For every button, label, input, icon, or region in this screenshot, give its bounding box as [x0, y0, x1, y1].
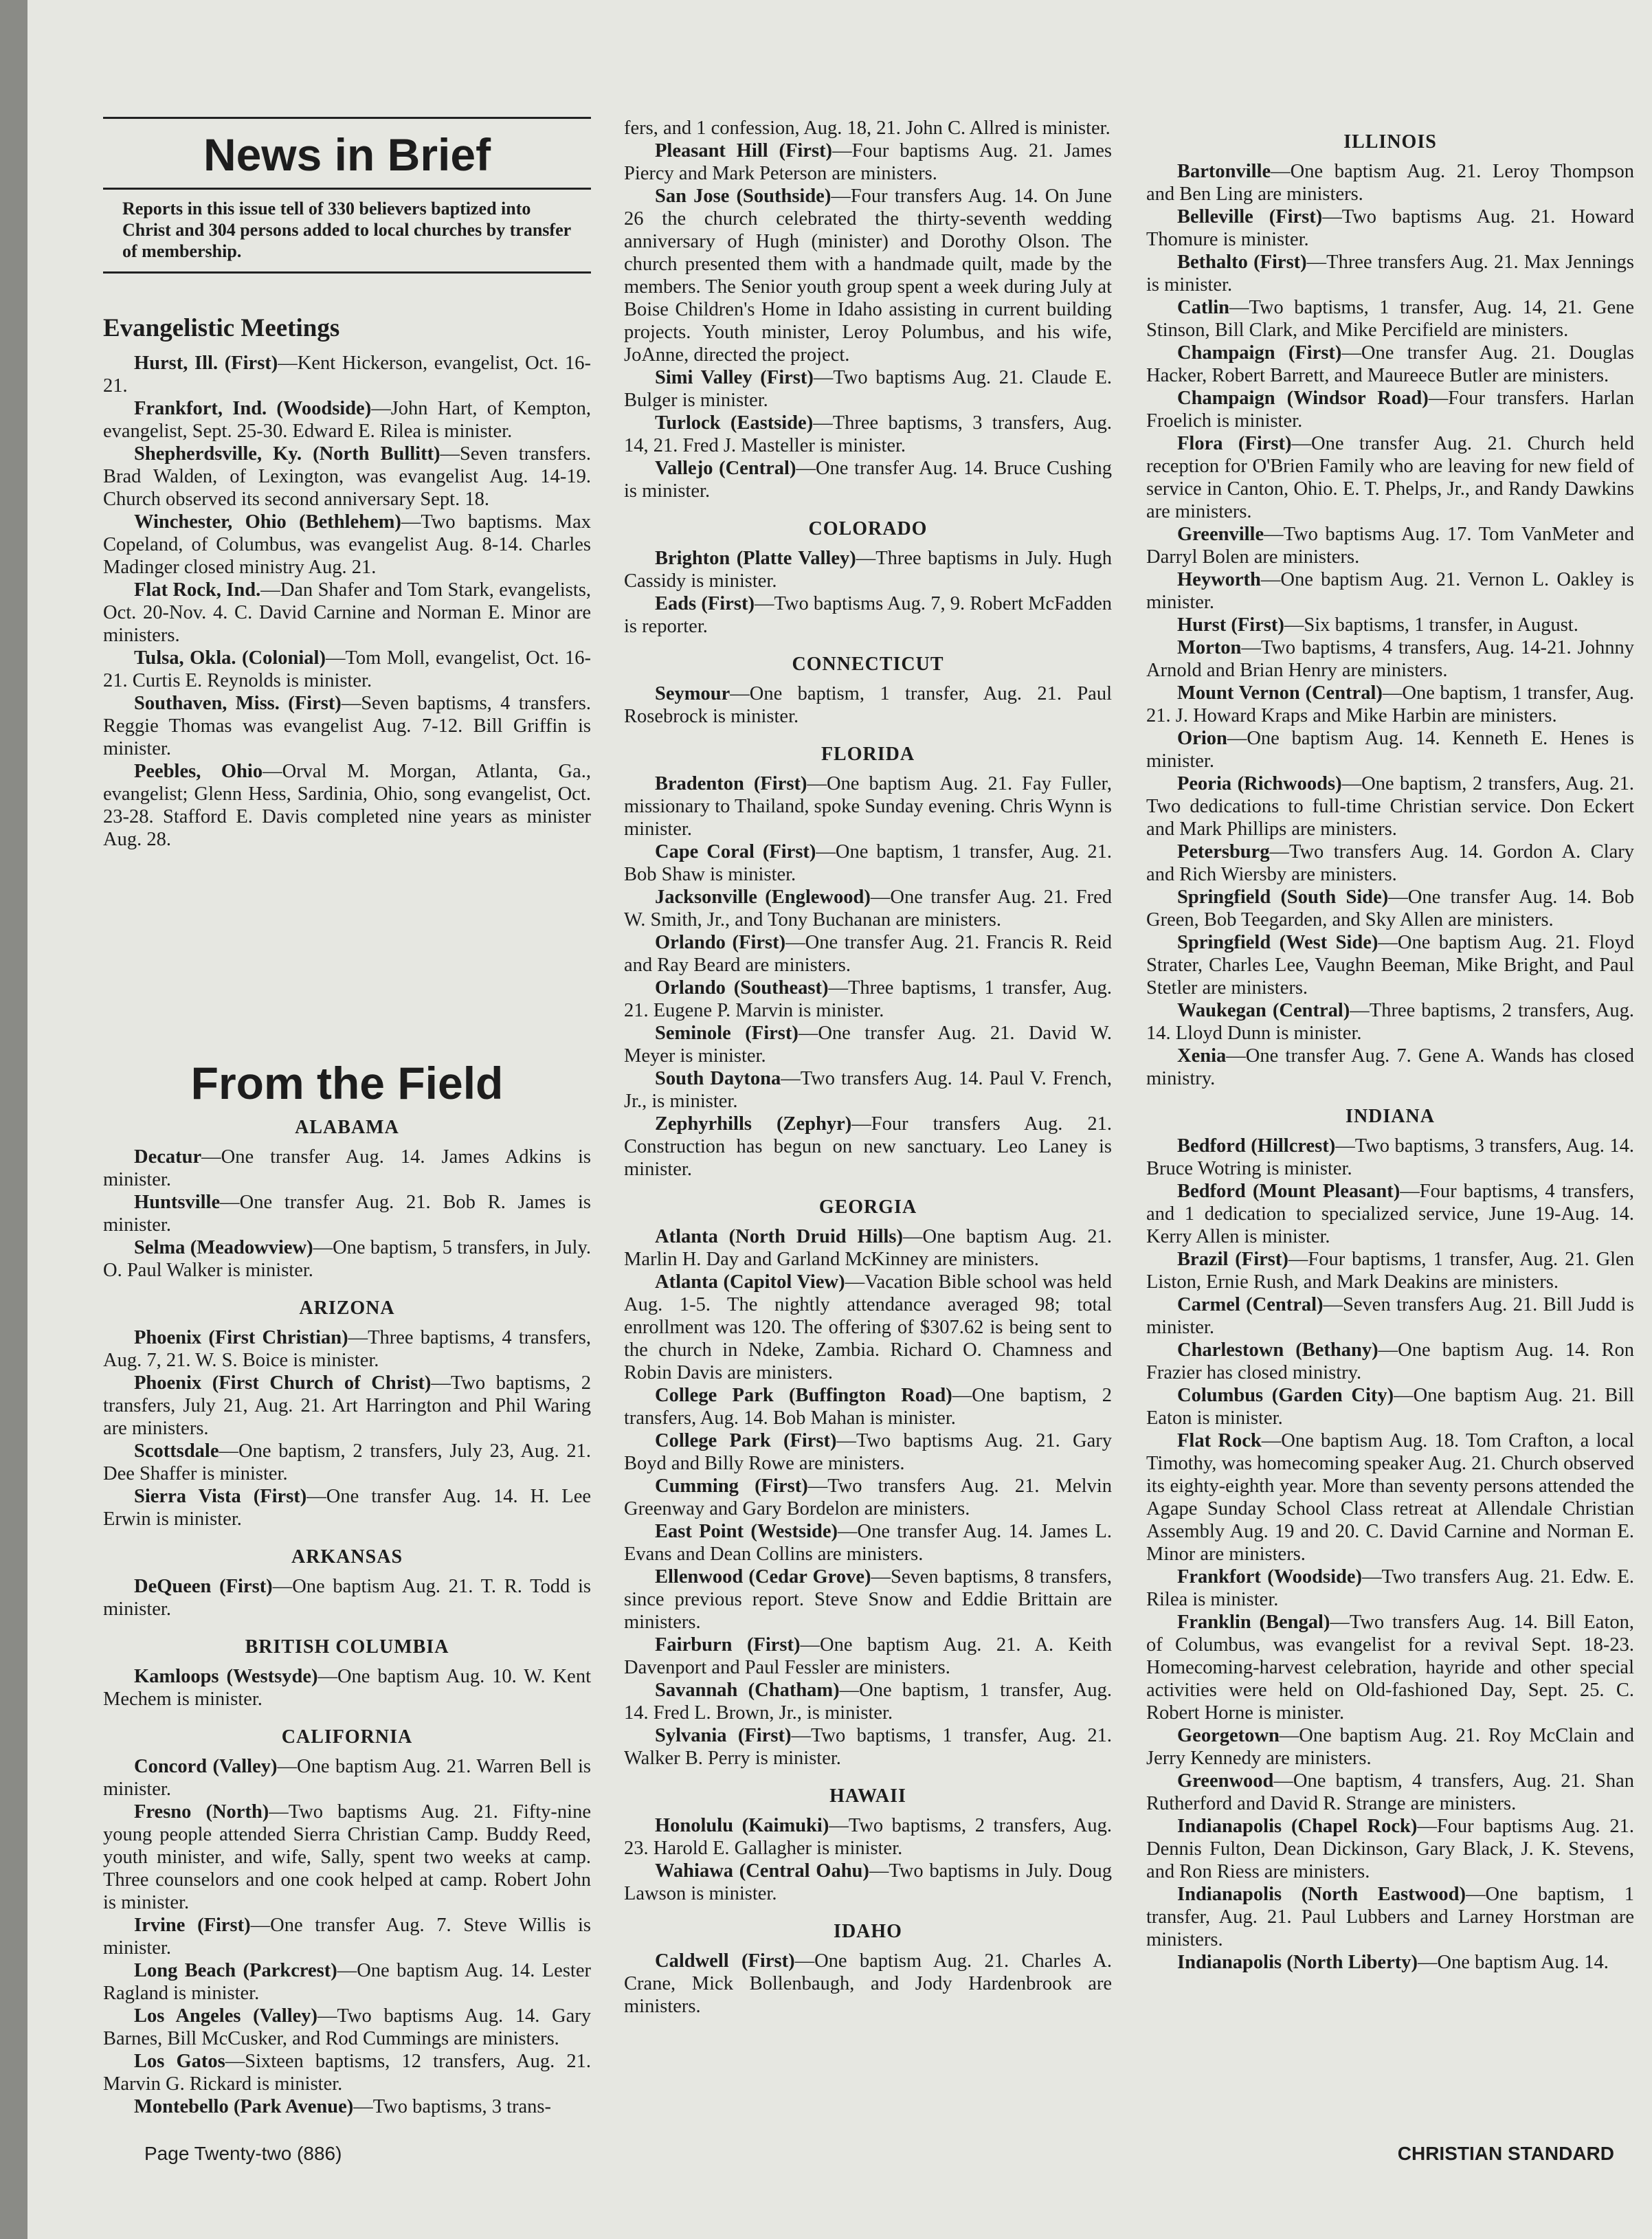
entry — [624, 1271, 1112, 1384]
entry — [624, 412, 1112, 457]
entry — [1146, 886, 1634, 931]
entry-text: —Two transfers Aug. 21. Edw. E. Rilea is minister. — [1146, 1566, 1634, 1610]
state-heading: ILLINOIS — [1343, 131, 1437, 153]
state-heading: ALABAMA — [295, 1117, 399, 1138]
entry-text: —One baptism, 1 transfer, Aug. 21. Paul Rosebrock is minister. — [624, 683, 1112, 727]
entry — [103, 1146, 591, 1191]
entry — [1146, 1339, 1634, 1384]
entry — [1146, 1770, 1634, 1815]
entry-text: —Tom Moll, evangelist, Oct. 16-21. Curtis E. Reynolds is minister. — [103, 647, 592, 691]
entry-text: —One transfer Aug. 21. Douglas Hacker, Robert Barrett, and Maureece Butler are ministers. — [1146, 342, 1634, 386]
entry — [1146, 727, 1634, 772]
entry-text: —One baptism, 2 transfers, July 23, Aug. 21. Dee Shaffer is minister. — [103, 1440, 591, 1484]
state-heading: CALIFORNIA — [281, 1726, 413, 1748]
entry — [1146, 387, 1634, 432]
intro-text: Reports in this issue tell of 330 believers baptized into Christ and 304 persons added to local churches by transfer of membership. — [122, 199, 571, 261]
entry-place: Cumming (First) — [655, 1475, 808, 1497]
entry — [1146, 251, 1634, 296]
entry-text: —One transfer Aug. 14. James Adkins is minister. — [103, 1146, 591, 1190]
entry — [103, 511, 591, 579]
entry — [624, 1384, 1112, 1429]
entry-text: —Four baptisms, 1 transfer, Aug. 21. Glen Liston, Ernie Rush, and Mark Deakins are ministers. — [1146, 1249, 1634, 1293]
entry-place: Simi Valley (First) — [655, 367, 814, 388]
entry — [624, 366, 1112, 412]
entry-place: Fresno (North) — [134, 1801, 269, 1823]
magazine-page — [27, 0, 1652, 2239]
evangelistic-list — [103, 352, 591, 851]
entry-text: —Two baptisms, 2 transfers, Aug. 23. Harold E. Gallagher is minister. — [624, 1815, 1113, 1859]
entry — [624, 1950, 1112, 2018]
entry-text: —One baptism Aug. 14. — [1417, 1952, 1609, 1973]
entry-place: Peebles, Ohio — [134, 761, 263, 782]
state-heading: BRITISH COLUMBIA — [245, 1636, 449, 1658]
entry-place: Los Angeles (Valley) — [134, 2005, 318, 2027]
entry — [103, 1665, 591, 1711]
entry — [103, 579, 591, 647]
entry — [624, 1225, 1112, 1271]
entry — [624, 1724, 1112, 1770]
state-heading: HAWAII — [829, 1785, 906, 1807]
entry-place: Tulsa, Okla. (Colonial) — [134, 647, 326, 669]
entry-place: Honolulu (Kaimuki) — [655, 1815, 829, 1836]
state-heading: INDIANA — [1346, 1106, 1435, 1127]
entry-text: —Two baptisms Aug. 21. Gary Boyd and Billy Rowe are ministers. — [624, 1430, 1112, 1474]
entry-place: Bradenton (First) — [655, 773, 807, 794]
entry-text: —One baptism Aug. 21. Fay Fuller, missionary to Thailand, spoke Sunday evening. Chris Wynn is minister. — [624, 773, 1112, 840]
entry — [1146, 1429, 1634, 1566]
entry — [1146, 1180, 1634, 1248]
entry — [624, 1679, 1112, 1724]
state-heading: IDAHO — [834, 1921, 902, 1942]
entry-place: Winchester, Ohio (Bethlehem) — [134, 511, 401, 533]
entry-text: —One baptism Aug. 21. A. Keith Davenport and Paul Fessler are ministers. — [624, 1634, 1112, 1678]
entry-place: Pleasant Hill (First) — [655, 140, 833, 161]
entry — [103, 1236, 591, 1282]
entry — [103, 2095, 591, 2118]
entry-text: —Four transfers Aug. 21. Construction has begun on new sanctuary. Leo Laney is minister. — [624, 1113, 1112, 1180]
entry-text: —One transfer Aug. 7. Steve Willis is minister. — [103, 1915, 591, 1959]
entry — [624, 1860, 1112, 1905]
entry-place: Flora (First) — [1177, 433, 1292, 454]
entry — [1146, 999, 1634, 1045]
entry — [1146, 432, 1634, 523]
entry — [103, 2005, 591, 2050]
entry-text: —One transfer Aug. 21. David W. Meyer is minister. — [624, 1023, 1112, 1067]
entry-text: —One transfer Aug. 21. Francis R. Reid and Ray Beard are ministers. — [624, 932, 1112, 976]
entry-text: —One baptism, 1 transfer, Aug. 21. J. Howard Kraps and Mike Harbin are ministers. — [1146, 682, 1634, 726]
entry-text: —Two baptisms, 1 transfer, Aug. 14, 21. Gene Stinson, Bill Clark, and Mike Percifield are ministers. — [1146, 297, 1634, 341]
entry-text: —One baptism Aug. 14. Ron Frazier has closed ministry. — [1146, 1339, 1635, 1383]
entry-text: —One baptism Aug. 21. Bill Eaton is minister. — [1146, 1385, 1635, 1429]
entry-text: —One transfer Aug. 14. James L. Evans and Dean Collins are ministers. — [624, 1521, 1112, 1565]
entry-text: —One baptism Aug. 14. Kenneth E. Henes is minister. — [1146, 728, 1634, 772]
entry — [103, 1755, 591, 1801]
entry — [103, 397, 591, 443]
entry-text: —One transfer Aug. 14. H. Lee Erwin is minister. — [103, 1486, 591, 1530]
entry-text: —Vacation Bible school was held Aug. 1-5. The nightly attendance averaged 98; total enrollment was 120. The offering of $307.62 is being sent to the church in Ndeke, Zambia. Richard O. Chamness and Robin Davis are ministers. — [624, 1271, 1112, 1383]
entry — [103, 352, 591, 397]
entry-text: —One baptism, 2 transfers, Aug. 21. Two dedications to full-time Christian service. Don Eckert and Mark Phillips are ministers. — [1146, 773, 1634, 840]
entry — [1146, 840, 1634, 886]
entry — [624, 840, 1112, 886]
entry-place: Los Gatos — [134, 2051, 225, 2072]
entry — [624, 547, 1112, 592]
entry-text: —Two baptisms in July. Doug Lawson is minister. — [624, 1860, 1112, 1904]
entry-text: —One baptism Aug. 21. Roy McClain and Jerry Kennedy are ministers. — [1146, 1725, 1634, 1769]
entry — [1146, 1384, 1634, 1429]
entry — [1146, 1951, 1634, 1974]
entry — [1146, 682, 1634, 727]
entry-place: Long Beach (Parkcrest) — [134, 1960, 337, 1981]
entry — [624, 1520, 1112, 1566]
entry — [1146, 296, 1634, 342]
entry — [1146, 636, 1634, 682]
entry-place: Belleville (First) — [1177, 206, 1323, 227]
entry-place: Frankfort, Ind. (Woodside) — [134, 398, 372, 419]
entry-place: Orion — [1177, 728, 1227, 749]
entry — [624, 931, 1112, 977]
entry-text: —Two baptisms, 1 transfer, Aug. 21. Walker B. Perry is minister. — [624, 1725, 1112, 1769]
entry-place: Huntsville — [134, 1192, 221, 1213]
entry-text: —Seven transfers. Brad Walden, of Lexington, was evangelist Aug. 14-19. Church observed its second anniversary Sept. 18. — [103, 443, 591, 510]
entry-text: —One transfer Aug. 21. Fred W. Smith, Jr., and Tony Buchanan are ministers. — [624, 887, 1113, 931]
entry-text: —Two baptisms, 2 transfers, July 21, Aug. 21. Art Harrington and Phil Waring are ministers. — [103, 1372, 591, 1439]
entry-text: —Two baptisms, 4 transfers, Aug. 14-21. Johnny Arnold and Brian Henry are ministers. — [1146, 637, 1634, 681]
entry-place: Decatur — [134, 1146, 202, 1168]
entry — [624, 185, 1112, 366]
entry-place: Charlestown (Bethany) — [1177, 1339, 1378, 1361]
entry-text: —One baptism Aug. 14. Lester Ragland is minister. — [103, 1960, 591, 2004]
entry — [624, 1429, 1112, 1475]
entry-text: —Two baptisms Aug. 21. Claude E. Bulger is minister. — [624, 367, 1113, 411]
entry — [1146, 1566, 1634, 1611]
entry — [624, 457, 1112, 502]
entry-place: Irvine (First) — [134, 1915, 251, 1936]
entry — [1146, 1815, 1634, 1883]
entry-place: Georgetown — [1177, 1725, 1280, 1746]
entry-text: —Seven baptisms, 8 transfers, since previous report. Steve Snow and Eddie Brittain are ministers. — [624, 1566, 1112, 1633]
entry-place: Petersburg — [1177, 841, 1270, 862]
entry-text: —One transfer Aug. 21. Bob R. James is minister. — [103, 1192, 591, 1236]
entry-place: Heyworth — [1177, 569, 1261, 590]
entry-text: —One baptism Aug. 21. T. R. Todd is minister. — [103, 1576, 592, 1620]
entry-place: Carmel (Central) — [1177, 1294, 1324, 1315]
entry-text: —Two baptisms Aug. 14. Gary Barnes, Bill McCusker, and Rod Cummings are ministers. — [103, 2005, 591, 2049]
entry-place: Turlock (Eastside) — [655, 412, 814, 434]
evangelistic-heading: Evangelistic Meetings — [103, 314, 340, 342]
entry-text: —One baptism Aug. 21. Charles A. Crane, Mick Bollenbaugh, and Jody Hardenbrook are ministers. — [624, 1950, 1112, 2017]
entry — [624, 1814, 1112, 1860]
top-rule — [103, 117, 591, 119]
entry-text: —One baptism Aug. 21. Marlin H. Day and Garland McKinney are ministers. — [624, 1226, 1112, 1270]
entry-text: —Four baptisms Aug. 21. James Piercy and Mark Peterson are ministers. — [624, 140, 1113, 184]
entry-place: Hurst (First) — [1177, 614, 1284, 636]
entry-place: Catlin — [1177, 297, 1230, 318]
entry-place: Waukegan (Central) — [1177, 1000, 1350, 1021]
entry-place: Indianapolis (North Eastwood) — [1177, 1884, 1466, 1905]
publication-name: CHRISTIAN STANDARD — [1397, 2143, 1614, 2164]
entry-text: —One baptism, 1 transfer, Aug. 21. Bob Shaw is minister. — [624, 841, 1112, 885]
state-heading: GEORGIA — [818, 1196, 917, 1218]
entry-text: —Two transfers Aug. 14. Gordon A. Clary and Rich Wiersby are ministers. — [1146, 841, 1634, 885]
entry-place: Phoenix (First Christian) — [134, 1327, 348, 1348]
entry-text: —John Hart, of Kempton, evangelist, Sept. 25-30. Edward E. Rilea is minister. — [103, 398, 591, 442]
entry-text: —Six baptisms, 1 transfer, in August. — [1284, 614, 1578, 636]
entry — [624, 1067, 1112, 1113]
entry-text: —One transfer Aug. 7. Gene A. Wands has closed ministry. — [1146, 1045, 1634, 1089]
entry-place: Flat Rock — [1177, 1430, 1262, 1451]
entry-place: Greenville — [1177, 524, 1264, 545]
entry-text: —One baptism Aug. 21. Warren Bell is minister. — [103, 1756, 592, 1800]
entry — [103, 647, 591, 692]
entry-text: —Four transfers Aug. 14. On June 26 the church celebrated the thirty-seventh wedding anniversary of Hugh (minister) and Dorothy Olson. The church presented them with a handmade quilt, made by the members. The Senior youth group spent a week during July at Boise Children's Home in Idaho assisting in current building projects. Youth minister, Leroy Polumbus, and his wife, JoAnne, directed the project. — [624, 186, 1112, 366]
entry-place: Shepherdsville, Ky. (North Bullitt) — [134, 443, 440, 465]
entry — [103, 760, 591, 851]
entry-text: —Three baptisms, 2 transfers, Aug. 14. Lloyd Dunn is minister. — [1146, 1000, 1635, 1044]
entry — [624, 1634, 1112, 1679]
entry-place: Atlanta (Capitol View) — [655, 1271, 845, 1293]
entry-text: —Three baptisms, 3 transfers, Aug. 14, 21. Fred J. Masteller is minister. — [624, 412, 1112, 456]
entry-place: DeQueen (First) — [134, 1576, 273, 1597]
entry-place: Concord (Valley) — [134, 1756, 278, 1777]
state-heading: COLORADO — [808, 518, 928, 539]
entry-place: East Point (Westside) — [655, 1521, 838, 1542]
entry-place: Scottsdale — [134, 1440, 219, 1462]
entry — [624, 117, 1112, 140]
entry-text: —One transfer Aug. 21. Church held reception for O'Brien Family who are leaving for new field of service in Canton, Ohio. E. T. Phelps, Jr., and Randy Dawkins are ministers. — [1146, 433, 1634, 522]
entry-text: —Dan Shafer and Tom Stark, evangelists, Oct. 20-Nov. 4. C. David Carnine and Norman E. Minor are ministers. — [103, 579, 591, 646]
entry-place: Fairburn (First) — [655, 1634, 801, 1656]
entry-place: Orlando (Southeast) — [655, 977, 829, 999]
entry-text: —Four baptisms Aug. 21. Dennis Fulton, Dean Dickinson, Gary Black, J. K. Stevens, and Ron Riess are ministers. — [1146, 1816, 1634, 1882]
field-column-1 — [103, 1116, 591, 2118]
entry-place: Kamloops (Westsyde) — [134, 1666, 318, 1687]
entry-text: —One baptism, 1 transfer, Aug. 21. Paul Lubbers and Larney Horstman are ministers. — [1146, 1884, 1634, 1950]
entry-text: —One baptism, 5 transfers, in July. O. Paul Walker is minister. — [103, 1237, 591, 1281]
entry-place: Champaign (Windsor Road) — [1177, 388, 1429, 409]
entry-text: —Two transfers Aug. 14. Bill Eaton, of Columbus, was evangelist for a revival Sept. 18-23. Homecoming-harvest celebration, hayride and other special activities were held on Old-fashioned Day, Sept. 25. C. Robert Horne is minister. — [1146, 1612, 1634, 1724]
entry-text: —Two baptisms, 3 transfers, Aug. 14. Bruce Wotring is minister. — [1146, 1135, 1635, 1179]
state-heading: CONNECTICUT — [792, 654, 944, 675]
entry-place: Atlanta (North Druid Hills) — [655, 1226, 903, 1247]
entry-place: Bartonville — [1177, 161, 1271, 182]
entry — [624, 682, 1112, 728]
entry-text: —One baptism Aug. 18. Tom Crafton, a local Timothy, was homecoming speaker Aug. 21. Church observed its eighty-eighth year. More than seventy persons attended the Agape Sunday School Class retreat at Allendale Christian Assembly Aug. 19 and 20. C. David Carnine and Norman E. Minor are ministers. — [1146, 1430, 1635, 1565]
entry-text: —One baptism Aug. 21. Leroy Thompson and Ben Ling are ministers. — [1146, 161, 1634, 205]
entry-place: Zephyrhills (Zephyr) — [655, 1113, 852, 1135]
entry — [624, 1566, 1112, 1634]
entry — [103, 2050, 591, 2095]
entry-place: Mount Vernon (Central) — [1177, 682, 1383, 704]
entry-place: Springfield (South Side) — [1177, 887, 1389, 908]
entry — [1146, 342, 1634, 387]
entry-place: Sierra Vista (First) — [134, 1486, 307, 1507]
entry-place: Orlando (First) — [655, 932, 786, 953]
entry-text: —Seven baptisms, 4 transfers. Reggie Thomas was evangelist Aug. 7-12. Bill Griffin is minister. — [103, 693, 591, 759]
entry-text: —Three baptisms in July. Hugh Cassidy is minister. — [624, 548, 1112, 592]
entry — [624, 140, 1112, 185]
entry — [1146, 523, 1634, 568]
entry-place: South Daytona — [655, 1068, 781, 1089]
entry-place: Sylvania (First) — [655, 1725, 792, 1746]
entry — [103, 1372, 591, 1440]
entry-text: —One baptism, 1 transfer, Aug. 14. Fred L. Brown, Jr., is minister. — [624, 1680, 1112, 1724]
state-heading: ARKANSAS — [291, 1546, 403, 1568]
entry-place: Bedford (Mount Pleasant) — [1177, 1181, 1400, 1202]
entry-text: —Two baptisms. Max Copeland, of Columbus, was evangelist Aug. 8-14. Charles Madinger closed ministry Aug. 21. — [103, 511, 591, 578]
entry — [624, 1022, 1112, 1067]
entry — [1146, 1724, 1634, 1770]
page-number: Page Twenty-two (886) — [144, 2143, 342, 2164]
entry-place: College Park (Buffington Road) — [655, 1385, 952, 1406]
column-1 — [103, 117, 591, 2118]
entry — [1146, 931, 1634, 999]
entry — [1146, 1293, 1634, 1339]
entry-place: Caldwell (First) — [655, 1950, 795, 1972]
entry-place: Jacksonville (Englewood) — [655, 887, 871, 908]
entry-place: Cape Coral (First) — [655, 841, 816, 862]
entry-text: —Two baptisms Aug. 7, 9. Robert McFadden is reporter. — [624, 593, 1112, 637]
entry — [1146, 614, 1634, 636]
entry — [624, 1475, 1112, 1520]
entry-place: Eads (First) — [655, 593, 755, 614]
entry-place: Bethalto (First) — [1177, 252, 1307, 273]
entry-place: Flat Rock, Ind. — [134, 579, 261, 601]
entry-text: —Seven transfers Aug. 21. Bill Judd is minister. — [1146, 1294, 1634, 1338]
entry-text: —Four transfers. Harlan Froelich is minister. — [1146, 388, 1634, 432]
entry-text: —One baptism, 2 transfers, Aug. 14. Bob Mahan is minister. — [624, 1385, 1112, 1429]
entry-text: —One baptism, 4 transfers, Aug. 21. Shan Rutherford and David R. Strange are ministers. — [1146, 1770, 1634, 1814]
state-heading: FLORIDA — [821, 744, 915, 765]
entry — [103, 1914, 591, 1959]
entry — [1146, 205, 1634, 251]
entry-place: Morton — [1177, 637, 1242, 658]
field-column-2 — [624, 117, 1112, 2018]
entry — [624, 886, 1112, 931]
entry-place: Springfield (West Side) — [1177, 932, 1378, 953]
entry — [1146, 1611, 1634, 1724]
entry-place: Bedford (Hillcrest) — [1177, 1135, 1336, 1157]
entry-text: —One transfer Aug. 14. Bob Green, Bob Teegarden, and Sky Allen are ministers. — [1146, 887, 1634, 931]
entry-text: —Three baptisms, 1 transfer, Aug. 21. Eugene P. Marvin is minister. — [624, 977, 1112, 1021]
entry — [1146, 160, 1634, 205]
entry-text: —Three baptisms, 4 transfers, Aug. 7, 21. W. S. Boice is minister. — [103, 1327, 591, 1371]
entry-place: Champaign (First) — [1177, 342, 1342, 364]
entry-place: Phoenix (First Church of Christ) — [134, 1372, 432, 1394]
entry-place: Hurst, Ill. (First) — [134, 353, 278, 374]
entry — [624, 1113, 1112, 1181]
entry-text: —Three transfers Aug. 21. Max Jennings is minister. — [1146, 252, 1634, 296]
entry — [624, 592, 1112, 638]
entry-place: Seymour — [655, 683, 730, 704]
entry — [103, 1959, 591, 2005]
entry-text: —Two transfers Aug. 14. Paul V. French, Jr., is minister. — [624, 1068, 1112, 1112]
entry — [1146, 568, 1634, 614]
entry-text: —Kent Hickerson, evangelist, Oct. 16-21. — [103, 353, 591, 397]
entry-place: Peoria (Richwoods) — [1177, 773, 1342, 794]
entry-place: Greenwood — [1177, 1770, 1274, 1792]
entry-text: —Two baptisms Aug. 21. Fifty-nine young people attended Sierra Christian Camp. Buddy Reed, youth minister, and wife, Sally, spent two weeks at camp. Three counselors and one cook helped at camp. Robert John is minister. — [103, 1801, 591, 1913]
entry-text: fers, and 1 confession, Aug. 18, 21. John C. Allred is minister. — [624, 118, 1110, 139]
entry — [1146, 772, 1634, 840]
binding-shadow — [0, 0, 27, 2239]
entry — [1146, 1135, 1634, 1180]
entry-place: Seminole (First) — [655, 1023, 799, 1044]
news-in-brief-title: News in Brief — [203, 129, 491, 180]
entry-text: —Four baptisms, 4 transfers, and 1 dedication to specialized service, June 19-Aug. 14. Kerry Allen is minister. — [1146, 1181, 1634, 1247]
entry-place: Indianapolis (North Liberty) — [1177, 1952, 1418, 1973]
entry-place: Xenia — [1177, 1045, 1227, 1067]
entry-text: —One baptism Aug. 21. Vernon L. Oakley is minister. — [1146, 569, 1634, 613]
entry-text: —Sixteen baptisms, 12 transfers, Aug. 21. Marvin G. Rickard is minister. — [103, 2051, 591, 2095]
entry-text: —Two baptisms, 3 trans- — [353, 2096, 551, 2117]
intro-rule — [103, 271, 591, 274]
entry — [103, 692, 591, 760]
entry-place: Vallejo (Central) — [655, 458, 796, 479]
entry-place: Columbus (Garden City) — [1177, 1385, 1394, 1406]
entry — [103, 1191, 591, 1236]
entry — [103, 1801, 591, 1914]
entry — [103, 1326, 591, 1372]
entry-place: San Jose (Southside) — [655, 186, 831, 207]
entry-text: —Two baptisms Aug. 21. Howard Thomure is minister. — [1146, 206, 1635, 250]
entry — [1146, 1883, 1634, 1951]
entry — [1146, 1248, 1634, 1293]
entry-place: Selma (Meadowview) — [134, 1237, 313, 1258]
entry-place: Savannah (Chatham) — [655, 1680, 840, 1701]
entry — [624, 772, 1112, 840]
entry-text: —One baptism Aug. 10. W. Kent Mechem is minister. — [103, 1666, 591, 1710]
entry — [624, 977, 1112, 1022]
entry-text: —Two transfers Aug. 21. Melvin Greenway and Gary Bordelon are ministers. — [624, 1475, 1112, 1519]
entry-place: Indianapolis (Chapel Rock) — [1177, 1816, 1418, 1837]
entry-text: —Orval M. Morgan, Atlanta, Ga., evangelist; Glenn Hess, Sardinia, Ohio, song evangelist, Oct. 23-28. Stafford E. Davis completed nine years as minister Aug. 28. — [103, 761, 592, 850]
entry — [103, 1575, 591, 1620]
entry-place: Brighton (Platte Valley) — [655, 548, 856, 569]
entry-place: Brazil (First) — [1177, 1249, 1288, 1270]
field-column-3 — [1146, 131, 1634, 1974]
from-the-field-title: From the Field — [190, 1058, 504, 1109]
entry-text: —One transfer Aug. 14. Bruce Cushing is minister. — [624, 458, 1112, 502]
entry-place: Franklin (Bengal) — [1177, 1612, 1330, 1633]
entry-place: Frankfort (Woodside) — [1177, 1566, 1363, 1588]
entry — [103, 443, 591, 511]
entry — [103, 1485, 591, 1530]
column-3 — [1146, 117, 1634, 1974]
entry-place: Southaven, Miss. (First) — [134, 693, 342, 714]
state-heading: ARIZONA — [299, 1297, 395, 1319]
entry-text: —Two baptisms Aug. 17. Tom VanMeter and Darryl Bolen are ministers. — [1146, 524, 1634, 568]
entry-place: Montebello (Park Avenue) — [134, 2096, 354, 2117]
entry — [103, 1440, 591, 1485]
entry-place: College Park (First) — [655, 1430, 837, 1451]
entry — [1146, 1045, 1634, 1090]
entry-place: Wahiawa (Central Oahu) — [655, 1860, 869, 1882]
column-2 — [624, 117, 1112, 2018]
entry-place: Ellenwood (Cedar Grove) — [655, 1566, 871, 1588]
entry-text: —One baptism Aug. 21. Floyd Strater, Charles Lee, Vaughn Beeman, Mike Bright, and Paul Stetler are ministers. — [1146, 932, 1634, 999]
